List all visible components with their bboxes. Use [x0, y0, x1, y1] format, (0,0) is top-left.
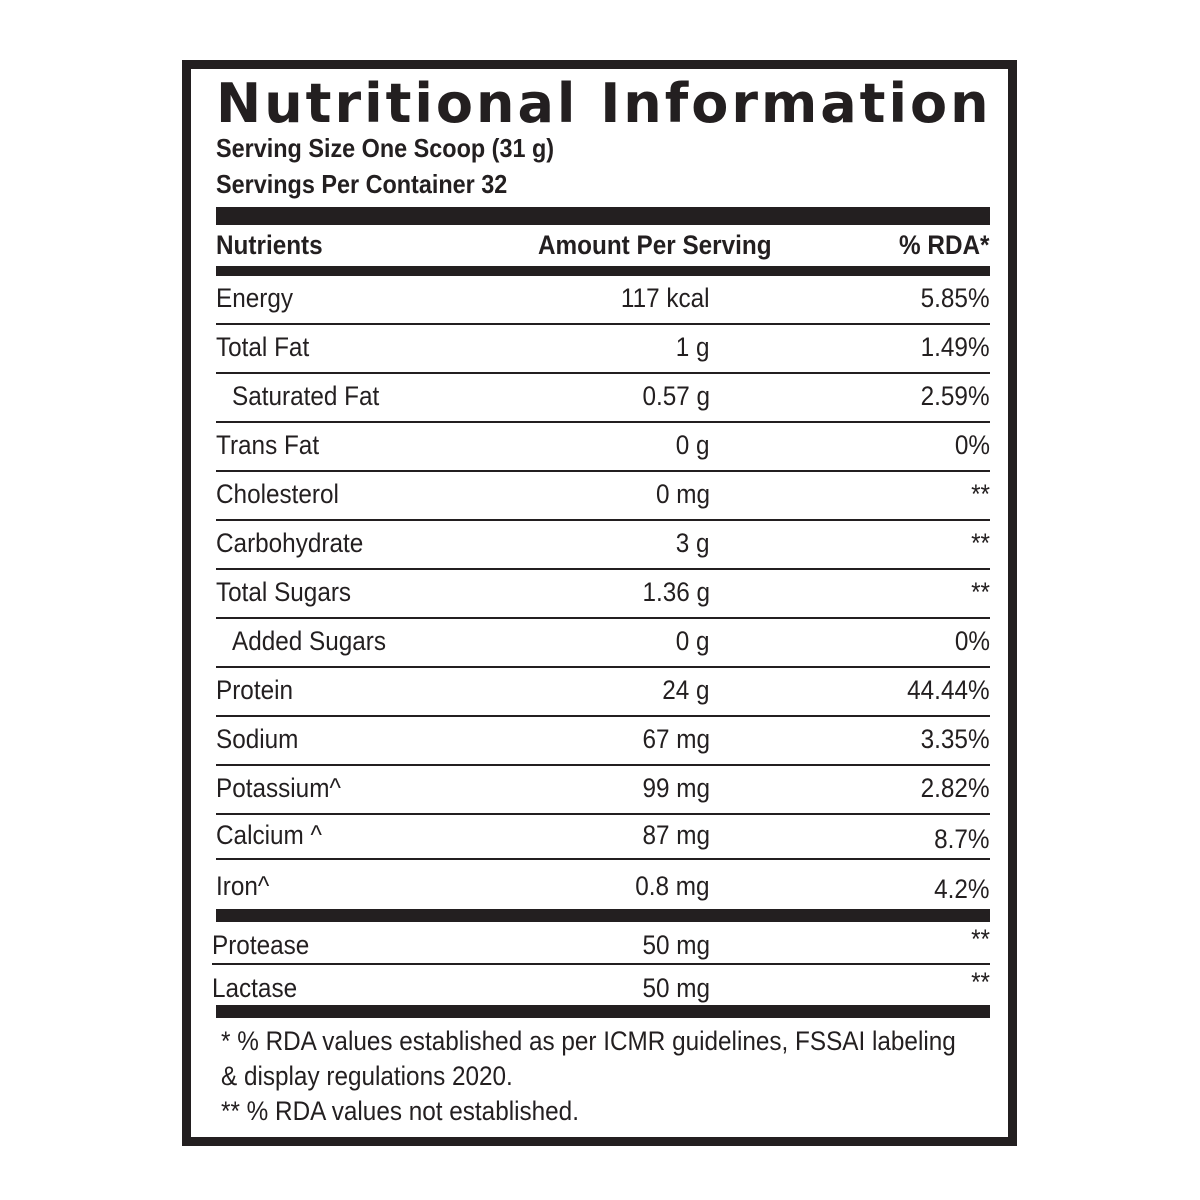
nutrient-amount: 67 mg [642, 724, 710, 754]
table-row [216, 568, 990, 619]
enzyme-amount: 50 mg [642, 930, 710, 960]
table-row [216, 421, 990, 472]
footnote-rda-not-established: ** % RDA values not established. [221, 1096, 579, 1126]
table-row [212, 965, 990, 1005]
column-header-rda: % RDA* [899, 230, 990, 260]
table-row [216, 274, 990, 325]
nutrient-rda: 8.7% [934, 824, 990, 854]
nutrient-rda: 1.49% [921, 332, 990, 362]
enzyme-rda: ** [971, 924, 990, 954]
nutrient-amount: 1.36 g [642, 577, 710, 607]
table-row [216, 372, 990, 423]
nutrient-rda: 2.82% [921, 773, 990, 803]
table-row [216, 715, 990, 766]
nutrient-rda: ** [971, 479, 990, 509]
nutrient-rda: 0% [954, 626, 990, 656]
nutrient-name: Carbohydrate [216, 528, 364, 558]
top-thick-rule [216, 207, 990, 225]
nutrient-name: Added Sugars [232, 626, 387, 656]
footnote-rda-established: * % RDA values established as per ICMR guidelines, FSSAI labeling [221, 1026, 956, 1056]
nutrient-amount: 1 g [676, 332, 710, 362]
nutrient-amount: 0.57 g [642, 381, 710, 411]
nutrient-rda: ** [971, 577, 990, 607]
nutrient-rda: 3.35% [921, 724, 990, 754]
table-row [216, 764, 990, 815]
enzyme-name: Lactase [212, 973, 298, 1003]
footnote-regulations: & display regulations 2020. [221, 1061, 513, 1091]
nutrient-name: Cholesterol [216, 479, 339, 509]
nutrient-name: Iron^ [216, 871, 270, 901]
nutrient-rda: 2.59% [921, 381, 990, 411]
nutrient-name: Total Sugars [216, 577, 352, 607]
nutrient-name: Calcium ^ [216, 820, 322, 850]
nutrient-rda: ** [971, 528, 990, 558]
table-row [216, 519, 990, 570]
enzyme-rda: ** [971, 967, 990, 997]
column-header-amount: Amount Per Serving [538, 230, 772, 260]
nutrient-amount: 87 mg [642, 820, 710, 850]
serving-size: Serving Size One Scoop (31 g) [216, 133, 555, 163]
nutrient-amount: 3 g [676, 528, 710, 558]
nutrient-name: Potassium^ [216, 773, 341, 803]
table-row [216, 666, 990, 717]
nutrient-amount: 0 mg [655, 479, 710, 509]
nutrient-rda: 5.85% [921, 283, 990, 313]
column-header-nutrients: Nutrients [216, 230, 323, 260]
servings-per-container: Servings Per Container 32 [216, 169, 508, 199]
table-row [212, 922, 990, 965]
nutrient-name: Energy [216, 283, 294, 313]
nutrient-rda: 4.2% [934, 874, 990, 904]
table-row [216, 813, 990, 860]
bottom-thick-rule [216, 1005, 990, 1018]
enzymes-thick-rule [216, 909, 990, 922]
nutrient-name: Saturated Fat [232, 381, 380, 411]
nutrient-name: Protein [216, 675, 294, 705]
nutrient-rda: 0% [954, 430, 990, 460]
table-row [216, 617, 990, 668]
table-row [216, 323, 990, 374]
nutrient-amount: 0 g [676, 626, 710, 656]
nutrient-name: Total Fat [216, 332, 310, 362]
nutrient-amount: 117 kcal [621, 283, 710, 313]
enzyme-name: Protease [212, 930, 310, 960]
table-row [216, 470, 990, 521]
label-title: Nutritional Information [216, 72, 992, 135]
nutrient-name: Trans Fat [216, 430, 320, 460]
nutrient-name: Sodium [216, 724, 299, 754]
nutrient-amount: 99 mg [642, 773, 710, 803]
nutrient-amount: 24 g [662, 675, 710, 705]
nutrient-amount: 0.8 mg [635, 871, 710, 901]
nutrient-amount: 0 g [676, 430, 710, 460]
table-row [216, 860, 990, 908]
nutrient-rda: 44.44% [907, 675, 990, 705]
enzyme-amount: 50 mg [642, 973, 710, 1003]
